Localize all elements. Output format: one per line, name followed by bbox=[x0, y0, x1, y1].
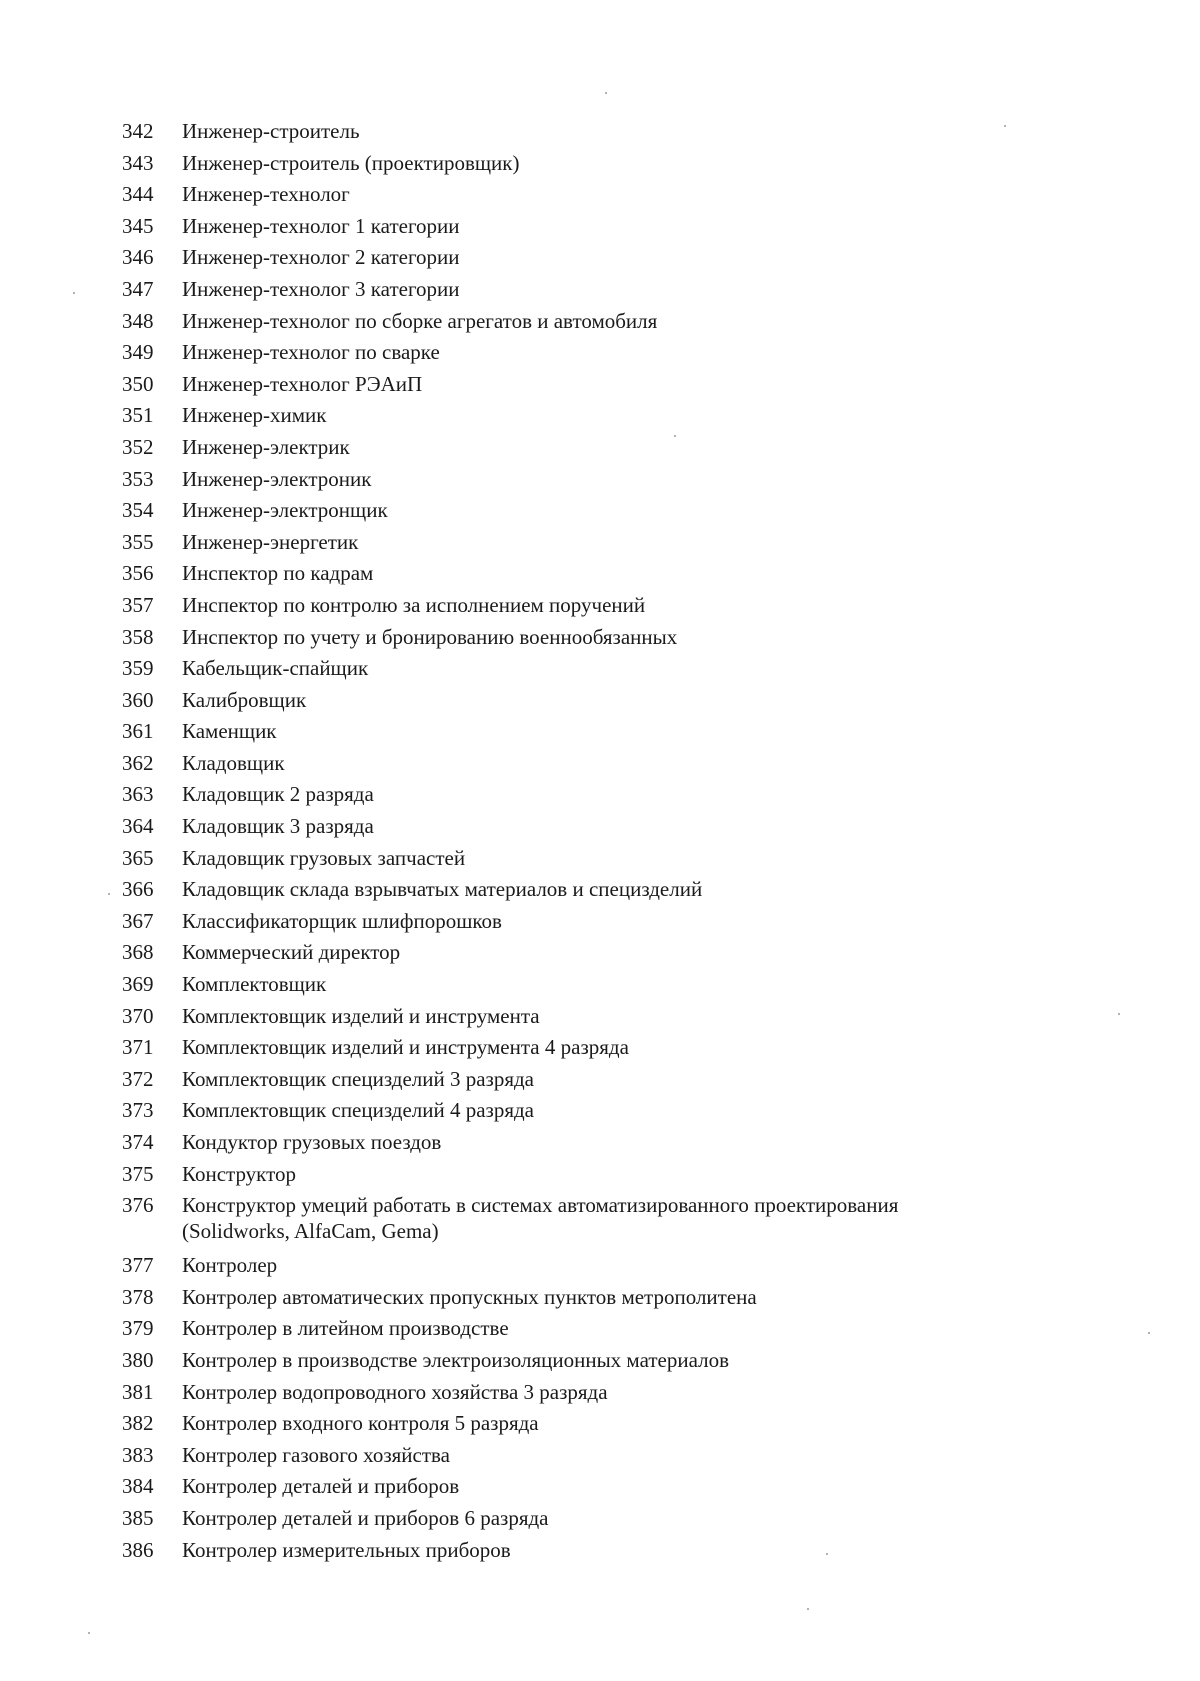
item-number: 382 bbox=[122, 1411, 154, 1436]
item-number: 379 bbox=[122, 1316, 154, 1341]
item-title: Инспектор по кадрам bbox=[182, 561, 374, 586]
item-title: Контролер автоматических пропускных пунктов метрополитена bbox=[182, 1284, 757, 1309]
item-title: Инженер-строитель bbox=[182, 119, 360, 143]
item-number: 378 bbox=[122, 1284, 154, 1309]
item-number: 358 bbox=[122, 624, 154, 649]
item-number: 373 bbox=[122, 1098, 154, 1123]
item-number: 342 bbox=[122, 119, 154, 143]
scan-speck bbox=[1004, 125, 1006, 127]
item-number: 361 bbox=[122, 719, 154, 744]
item-number: 345 bbox=[122, 213, 154, 238]
item-title: Контролер газового хозяйства bbox=[182, 1442, 450, 1467]
scan-speck bbox=[1148, 1332, 1150, 1334]
list-item bbox=[122, 1505, 1122, 1531]
item-title: Комплектовщик специзделий 4 разряда bbox=[182, 1098, 535, 1123]
item-title: Инспектор по контролю за исполнением поручений bbox=[182, 592, 646, 617]
list-item bbox=[122, 908, 1122, 934]
list-item bbox=[122, 655, 1122, 681]
list-item bbox=[122, 118, 1122, 144]
item-title: Кладовщик 3 разряда bbox=[182, 814, 374, 839]
list-item bbox=[122, 1537, 1122, 1563]
item-number: 359 bbox=[122, 656, 154, 681]
list-item bbox=[122, 1315, 1122, 1341]
item-title: Комплектовщик изделий и инструмента 4 разряда bbox=[182, 1035, 629, 1060]
list-item bbox=[122, 876, 1122, 902]
list-item bbox=[122, 592, 1122, 618]
item-number: 380 bbox=[122, 1347, 154, 1372]
list-item bbox=[122, 466, 1122, 492]
list-item bbox=[122, 1379, 1122, 1405]
item-title: Инженер-технолог 2 категории bbox=[182, 245, 460, 270]
item-number: 347 bbox=[122, 276, 154, 301]
item-title: Калибровщик bbox=[182, 687, 307, 712]
item-number: 365 bbox=[122, 845, 154, 870]
list-item bbox=[122, 213, 1122, 239]
item-number: 364 bbox=[122, 814, 154, 839]
item-number: 366 bbox=[122, 877, 154, 902]
item-number: 377 bbox=[122, 1253, 154, 1278]
item-number: 353 bbox=[122, 466, 154, 491]
list-item bbox=[122, 434, 1122, 460]
item-title: Контролер деталей и приборов 6 разряда bbox=[182, 1505, 549, 1530]
item-title: Инженер-технолог 3 категории bbox=[182, 276, 460, 301]
list-item bbox=[122, 1097, 1122, 1123]
item-title: Комплектовщик специзделий 3 разряда bbox=[182, 1066, 535, 1091]
item-title: Инженер-технолог по сварке bbox=[182, 340, 440, 365]
item-number: 356 bbox=[122, 561, 154, 586]
scan-speck bbox=[674, 435, 676, 437]
item-title: Инженер-электроник bbox=[182, 466, 372, 491]
list-item bbox=[122, 244, 1122, 270]
item-number: 343 bbox=[122, 150, 154, 175]
item-number: 368 bbox=[122, 940, 154, 965]
list-item bbox=[122, 1034, 1122, 1060]
item-number: 352 bbox=[122, 434, 154, 459]
list-item bbox=[122, 560, 1122, 586]
profession-list bbox=[122, 118, 1122, 1568]
list-item bbox=[122, 1192, 1122, 1244]
list-item bbox=[122, 813, 1122, 839]
list-item bbox=[122, 402, 1122, 428]
item-number: 386 bbox=[122, 1537, 154, 1562]
item-number: 375 bbox=[122, 1161, 154, 1186]
item-number: 357 bbox=[122, 592, 154, 617]
scan-speck bbox=[807, 1608, 809, 1610]
item-title: Кладовщик bbox=[182, 750, 285, 775]
item-title: Контролер деталей и приборов bbox=[182, 1474, 460, 1499]
list-item bbox=[122, 1442, 1122, 1468]
item-number: 354 bbox=[122, 498, 154, 523]
item-number: 384 bbox=[122, 1474, 154, 1499]
item-title: Контролер в производстве электроизоляционных материалов bbox=[182, 1347, 729, 1372]
item-title: Коммерческий директор bbox=[182, 940, 401, 965]
item-title: Инженер-химик bbox=[182, 403, 327, 428]
item-title: Инженер-технолог РЭАиП bbox=[182, 371, 423, 396]
item-title: Кладовщик 2 разряда bbox=[182, 782, 374, 807]
list-item bbox=[122, 308, 1122, 334]
item-number: 360 bbox=[122, 687, 154, 712]
list-item bbox=[122, 1161, 1122, 1187]
list-item bbox=[122, 750, 1122, 776]
item-title: Кондуктор грузовых поездов bbox=[182, 1130, 442, 1154]
item-number: 344 bbox=[122, 182, 154, 207]
item-number: 370 bbox=[122, 1003, 154, 1028]
item-number: 367 bbox=[122, 908, 154, 933]
list-item bbox=[122, 150, 1122, 176]
item-number: 369 bbox=[122, 972, 154, 997]
item-title: Комплектовщик изделий и инструмента bbox=[182, 1003, 540, 1028]
item-number: 385 bbox=[122, 1505, 154, 1530]
list-item bbox=[122, 1473, 1122, 1499]
item-number: 362 bbox=[122, 750, 154, 775]
list-item bbox=[122, 1410, 1122, 1436]
item-title: Инженер-технолог 1 категории bbox=[182, 213, 460, 238]
list-item bbox=[122, 1347, 1122, 1373]
list-item bbox=[122, 939, 1122, 965]
item-title: Контролер входного контроля 5 разряда bbox=[182, 1411, 539, 1436]
list-item bbox=[122, 781, 1122, 807]
item-title: Кабельщик-спайщик bbox=[182, 656, 369, 681]
item-title: Инженер-строитель (проектировщик) bbox=[182, 150, 520, 175]
scan-speck bbox=[73, 292, 75, 294]
list-item bbox=[122, 1252, 1122, 1278]
list-item bbox=[122, 371, 1122, 397]
item-number: 363 bbox=[122, 782, 154, 807]
list-item bbox=[122, 497, 1122, 523]
list-item bbox=[122, 181, 1122, 207]
item-number: 346 bbox=[122, 245, 154, 270]
item-title: Инженер-энергетик bbox=[182, 529, 359, 554]
item-title: Инспектор по учету и бронированию военнообязанных bbox=[182, 624, 678, 649]
item-number: 348 bbox=[122, 308, 154, 333]
item-number: 376 bbox=[122, 1193, 154, 1218]
item-title: Кладовщик грузовых запчастей bbox=[182, 845, 466, 870]
scan-speck bbox=[108, 893, 110, 895]
list-item bbox=[122, 529, 1122, 555]
item-title: Кладовщик склада взрывчатых материалов и специзделий bbox=[182, 877, 703, 902]
item-number: 355 bbox=[122, 529, 154, 554]
list-item bbox=[122, 1129, 1122, 1155]
list-item bbox=[122, 624, 1122, 650]
item-number: 349 bbox=[122, 340, 154, 365]
item-title: Конструктор умеций работать в системах автоматизированного проектирования (Solidworks, AlfaCam, Gema) bbox=[182, 1193, 899, 1244]
item-title: Инженер-технолог по сборке агрегатов и автомобиля bbox=[182, 308, 658, 333]
list-item bbox=[122, 339, 1122, 365]
item-number: 351 bbox=[122, 403, 154, 428]
scan-speck bbox=[605, 92, 607, 94]
item-number: 350 bbox=[122, 371, 154, 396]
item-number: 374 bbox=[122, 1130, 154, 1154]
list-item bbox=[122, 845, 1122, 871]
scan-speck bbox=[826, 1553, 828, 1555]
item-title: Комплектовщик bbox=[182, 972, 327, 997]
item-title: Конструктор bbox=[182, 1161, 297, 1186]
list-item bbox=[122, 1003, 1122, 1029]
item-title: Каменщик bbox=[182, 719, 277, 744]
scan-speck bbox=[1118, 1013, 1120, 1015]
list-item bbox=[122, 1066, 1122, 1092]
item-title: Инженер-технолог bbox=[182, 182, 350, 207]
list-item bbox=[122, 276, 1122, 302]
item-title: Контролер измерительных приборов bbox=[182, 1537, 511, 1562]
item-title: Инженер-электронщик bbox=[182, 498, 388, 523]
scan-speck bbox=[88, 1632, 90, 1634]
list-item bbox=[122, 718, 1122, 744]
list-item bbox=[122, 687, 1122, 713]
item-title: Классификаторщик шлифпорошков bbox=[182, 908, 502, 933]
list-item bbox=[122, 1284, 1122, 1310]
item-number: 372 bbox=[122, 1066, 154, 1091]
list-item bbox=[122, 971, 1122, 997]
item-number: 371 bbox=[122, 1035, 154, 1060]
item-title: Контролер в литейном производстве bbox=[182, 1316, 509, 1341]
item-number: 381 bbox=[122, 1379, 154, 1404]
item-title: Инженер-электрик bbox=[182, 434, 350, 459]
item-number: 383 bbox=[122, 1442, 154, 1467]
item-title: Контролер водопроводного хозяйства 3 разряда bbox=[182, 1379, 608, 1404]
item-title: Контролер bbox=[182, 1253, 278, 1278]
